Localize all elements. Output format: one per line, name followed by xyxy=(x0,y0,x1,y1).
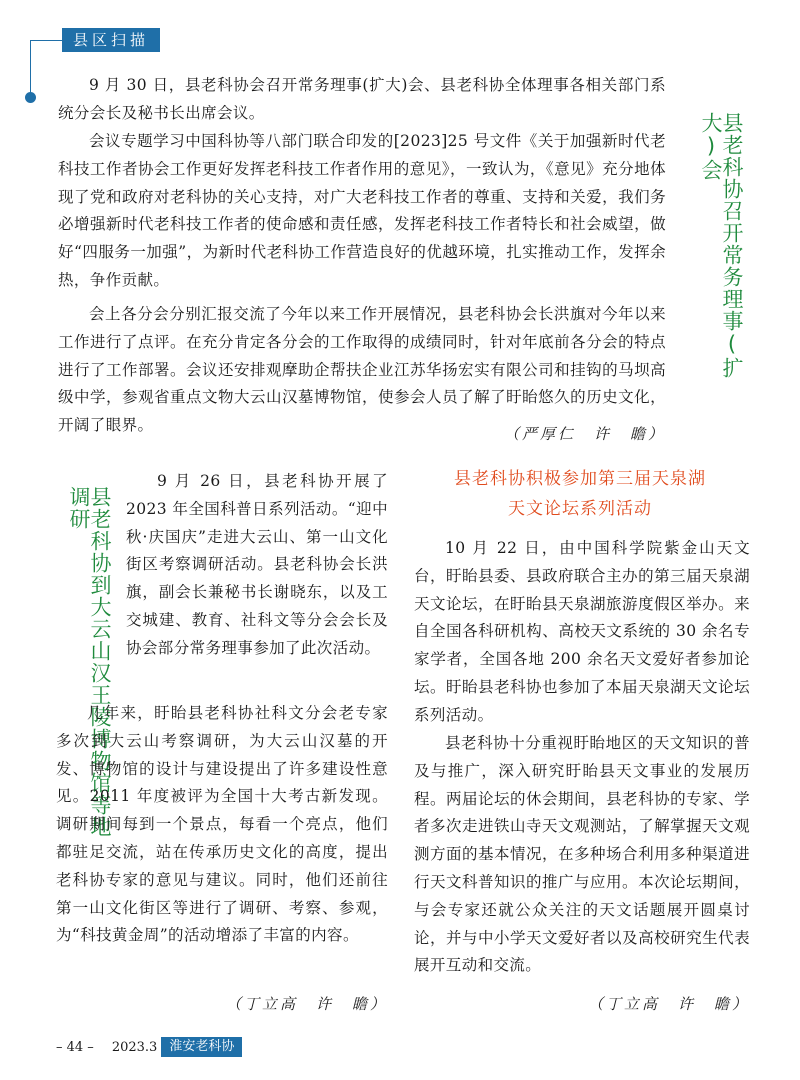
article-3-title-line-2: 天文论坛系列活动 xyxy=(508,499,652,519)
article-3-paragraph: 10 月 22 日，由中国科学院紫金山天文台，盱眙县委、县政府联合主办的第三届天泉湖天文论坛，在盱眙县天泉湖旅游度假区举办。来自全国各科研机构、高校天文系统的 30 余名专家学者，全国各地 200 余名天文爱好者参加论坛。盱眙县老科协也参加了本届天泉湖天文论坛系列活动。 xyxy=(414,539,750,724)
article-1-paragraph: 会上各分会分别汇报交流了今年以来工作开展情况，县老科协会长洪旗对今年以来工作进行了点评。在充分肯定各分会的工作取得的成绩同时，针对年底前各分会的特点进行了工作部署。会议还安排观摩助企帮扶企业江苏华扬宏实有限公司和挂钩的马坝高级中学，参观省重点文物大云山汉墓博物馆，使参会人员了解了盱眙悠久的历史文化，开阔了眼界。 xyxy=(58,305,666,435)
article-1-paragraph: 9 月 30 日，县老科协会召开常务理事(扩大)会、县老科协全体理事各相关部门系统分会长及秘书长出席会议。 xyxy=(58,76,666,122)
article-2-title: 县老科协到大云山汉王陵博物馆等地调研 xyxy=(67,486,112,838)
issue-label: 2023.3 xyxy=(111,1039,158,1055)
article-3-paragraph: 县老科协十分重视盱眙地区的天文知识的普及与推广，深入研究盱眙县天文事业的发展历程。两届论坛的休会期间，县老科协的专家、学者多次走进铁山寺天文观测站，了解掌握天文观测方面的基本情况，在多种场合利用多种渠道进行天文科普知识的推广与应用。本次论坛期间，与会专家还就公众关注的天文话题展开圆桌讨论，并与中小学天文爱好者以及高校研究生代表展开互动和交流。 xyxy=(414,734,750,975)
margin-dot xyxy=(25,92,36,103)
article-3-title-line-1: 县老科协积极参加第三届天泉湖 xyxy=(454,469,706,489)
article-1-title: 县老科协召开常务理事(扩大)会 xyxy=(699,112,744,379)
article-2-paragraph: 9 月 26 日，县老科协开展了2023 年全国科普日系列活动。“迎中秋·庆国庆”走进大云山、第一山文化街区考察调研活动。县老科协会长洪旗，副会长兼秘书长谢晓东，以及工交城建、教育、社科文等分会会长及协会部分常务理事参加了此次活动。 xyxy=(126,472,388,657)
article-3-byline: （丁立高 许 瞻） xyxy=(587,995,750,1013)
article-1-paragraph: 会议专题学习中国科协等八部门联合印发的[2023]25 号文件《关于加强新时代老科技工作者协会工作更好发挥老科技工作者作用的意见》，一致认为，《意见》充分地体现了党和政府对老科协的关心支持，对广大老科技工作者的尊重、支持和关爱，我们务必增强新时代老科技工作者的使命感和责任感，发挥老科技工作者特长和社会威望，做好“四服务一加强”，为新时代老科协工作营造良好的优越环境，扎实推动工作，发挥余热，争作贡献。 xyxy=(58,132,666,289)
article-2-paragraph: 几年来，盱眙县老科协社科文分会老专家多次到大云山考察调研，为大云山汉墓的开发、博物馆的设计与建设提出了许多建设性意见。2011 年度被评为全国十大考古新发现。调研期间每到一个景点，每看一个亮点，他们都驻足交流，站在传承历史文化的高度，提出老科协专家的意见与建议。同时，他们还前往第一山文化街区等进行了调研、考察、参观，为“科技黄金周”的活动增添了丰富的内容。 xyxy=(56,704,388,945)
article-1-byline: （严厚仁 许 瞻） xyxy=(503,425,666,443)
section-tag: 县区扫描 xyxy=(62,28,160,52)
article-2-byline: （丁立高 许 瞻） xyxy=(225,995,388,1013)
page-number: – 44 – xyxy=(56,1039,94,1055)
margin-line xyxy=(30,40,31,96)
page-footer xyxy=(56,1036,242,1058)
header-rule xyxy=(30,40,65,41)
magazine-name: 淮安老科协 xyxy=(161,1037,242,1057)
